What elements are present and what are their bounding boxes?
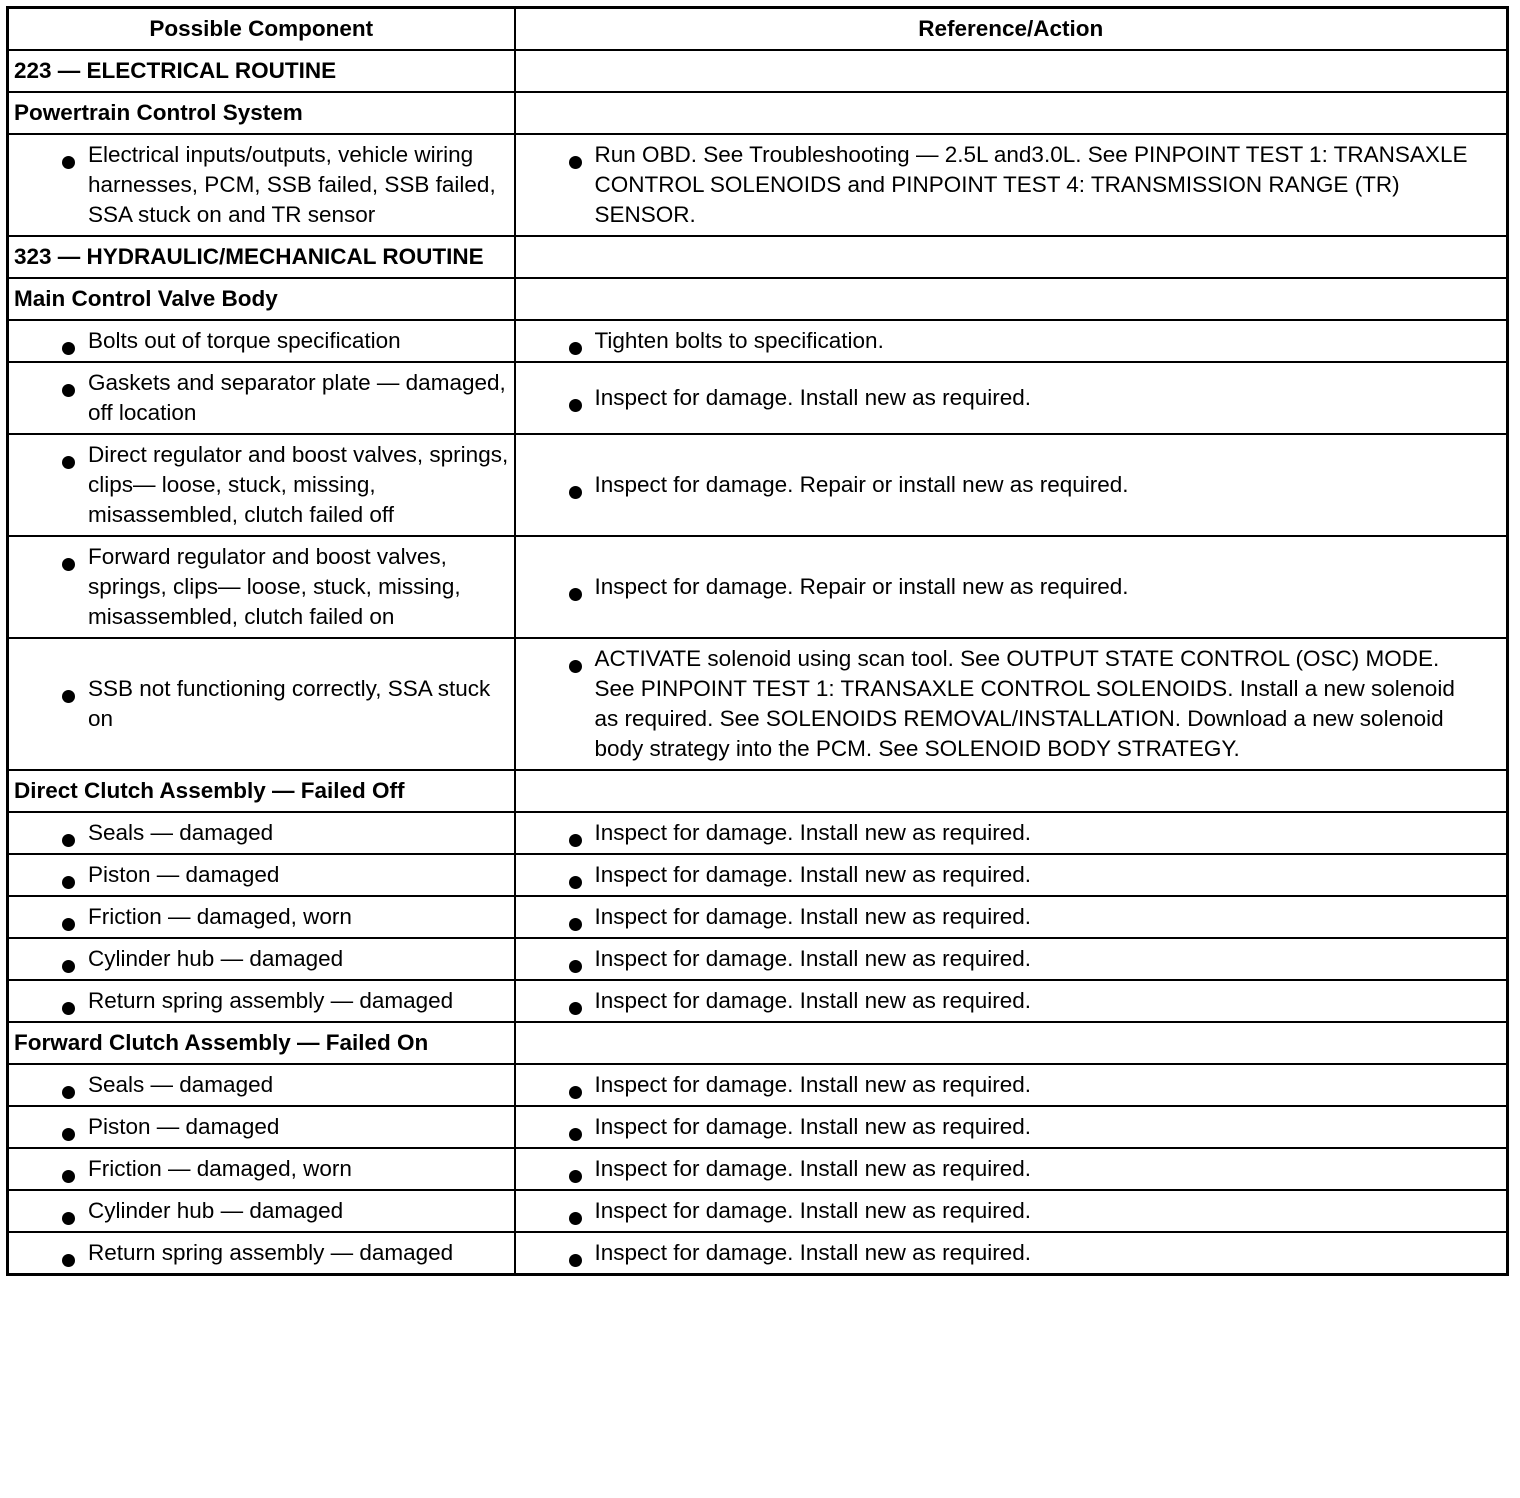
component-text: Seals — damaged [14, 1070, 509, 1100]
action-text: Inspect for damage. Repair or install new as required. [521, 470, 1502, 500]
component-text: Friction — damaged, worn [14, 902, 509, 932]
component-cell [8, 1148, 515, 1190]
component-text: SSB not functioning correctly, SSA stuck on [14, 674, 509, 734]
component-text: Piston — damaged [14, 860, 509, 890]
action-cell [515, 434, 1508, 536]
action-cell [515, 536, 1508, 638]
section-row [8, 278, 1508, 320]
table-row [8, 536, 1508, 638]
section-title: Forward Clutch Assembly — Failed On [8, 1022, 515, 1064]
action-text: Inspect for damage. Install new as required. [521, 986, 1502, 1016]
action-text: Inspect for damage. Install new as required. [521, 818, 1502, 848]
table-row [8, 320, 1508, 362]
component-text: Gaskets and separator plate — damaged, off location [14, 368, 509, 428]
action-cell [515, 938, 1508, 980]
component-cell [8, 1190, 515, 1232]
section-row [8, 770, 1508, 812]
section-action-empty [515, 236, 1508, 278]
component-cell [8, 536, 515, 638]
component-cell [8, 938, 515, 980]
section-title: Powertrain Control System [8, 92, 515, 134]
component-text: Electrical inputs/outputs, vehicle wiring harnesses, PCM, SSB failed, SSB failed, SSA stuck on and TR sensor [14, 140, 509, 230]
table-row [8, 938, 1508, 980]
section-row [8, 50, 1508, 92]
table-row [8, 896, 1508, 938]
action-text: Inspect for damage. Install new as required. [521, 1196, 1502, 1226]
action-text: Inspect for damage. Install new as required. [521, 944, 1502, 974]
section-row [8, 236, 1508, 278]
action-text: Inspect for damage. Install new as required. [521, 383, 1502, 413]
table-row [8, 980, 1508, 1022]
action-cell [515, 362, 1508, 434]
action-cell [515, 1148, 1508, 1190]
action-cell [515, 812, 1508, 854]
action-cell [515, 134, 1508, 236]
action-cell [515, 320, 1508, 362]
action-text: Inspect for damage. Install new as required. [521, 860, 1502, 890]
action-text: Tighten bolts to specification. [521, 326, 1502, 356]
section-action-empty [515, 770, 1508, 812]
action-text: Inspect for damage. Install new as required. [521, 1070, 1502, 1100]
component-cell [8, 134, 515, 236]
component-cell [8, 1064, 515, 1106]
action-cell [515, 638, 1508, 770]
header-possible-component: Possible Component [8, 8, 515, 51]
table-row [8, 1106, 1508, 1148]
component-cell [8, 1232, 515, 1275]
header-reference-action: Reference/Action [515, 8, 1508, 51]
action-cell [515, 1232, 1508, 1275]
component-text: Return spring assembly — damaged [14, 1238, 509, 1268]
component-text: Bolts out of torque specification [14, 326, 509, 356]
action-text: Inspect for damage. Install new as required. [521, 1238, 1502, 1268]
diagnosis-table [6, 6, 1509, 1276]
section-title: 323 — HYDRAULIC/MECHANICAL ROUTINE [8, 236, 515, 278]
section-action-empty [515, 278, 1508, 320]
component-cell [8, 434, 515, 536]
section-title: Main Control Valve Body [8, 278, 515, 320]
section-row [8, 1022, 1508, 1064]
component-text: Cylinder hub — damaged [14, 944, 509, 974]
action-cell [515, 1190, 1508, 1232]
action-text: ACTIVATE solenoid using scan tool. See OUTPUT STATE CONTROL (OSC) MODE. See PINPOINT TEST 1: TRANSAXLE CONTROL SOLENOIDS. Install a new solenoid as required. See SOLENOIDS REMOVAL/INSTALLATION. Download a new solenoid body strategy into the PCM. See SOLENOID BODY STRATEGY. [521, 644, 1502, 764]
component-cell [8, 320, 515, 362]
table-row [8, 434, 1508, 536]
table-row [8, 1232, 1508, 1275]
table-row [8, 638, 1508, 770]
component-text: Seals — damaged [14, 818, 509, 848]
component-text: Direct regulator and boost valves, springs, clips— loose, stuck, missing, misassembled, clutch failed off [14, 440, 509, 530]
component-text: Friction — damaged, worn [14, 1154, 509, 1184]
action-cell [515, 896, 1508, 938]
table-row [8, 812, 1508, 854]
action-text: Inspect for damage. Repair or install new as required. [521, 572, 1502, 602]
component-text: Piston — damaged [14, 1112, 509, 1142]
section-action-empty [515, 50, 1508, 92]
section-action-empty [515, 92, 1508, 134]
action-cell [515, 980, 1508, 1022]
component-cell [8, 638, 515, 770]
component-cell [8, 980, 515, 1022]
component-cell [8, 812, 515, 854]
table-header-row [8, 8, 1508, 51]
troubleshooting-sheet [6, 6, 1506, 1490]
action-text: Run OBD. See Troubleshooting — 2.5L and3.0L. See PINPOINT TEST 1: TRANSAXLE CONTROL SOLENOIDS and PINPOINT TEST 4: TRANSMISSION RANGE (TR) SENSOR. [521, 140, 1502, 230]
table-row [8, 854, 1508, 896]
component-cell [8, 896, 515, 938]
section-title: 223 — ELECTRICAL ROUTINE [8, 50, 515, 92]
action-cell [515, 1106, 1508, 1148]
action-text: Inspect for damage. Install new as required. [521, 1112, 1502, 1142]
action-cell [515, 854, 1508, 896]
section-action-empty [515, 1022, 1508, 1064]
action-text: Inspect for damage. Install new as required. [521, 902, 1502, 932]
component-text: Return spring assembly — damaged [14, 986, 509, 1016]
component-text: Forward regulator and boost valves, springs, clips— loose, stuck, missing, misassembled, clutch failed on [14, 542, 509, 632]
component-cell [8, 362, 515, 434]
component-text: Cylinder hub — damaged [14, 1196, 509, 1226]
table-row [8, 1190, 1508, 1232]
action-cell [515, 1064, 1508, 1106]
table-row [8, 1148, 1508, 1190]
table-row [8, 1064, 1508, 1106]
table-row [8, 362, 1508, 434]
component-cell [8, 1106, 515, 1148]
action-text: Inspect for damage. Install new as required. [521, 1154, 1502, 1184]
section-row [8, 92, 1508, 134]
component-cell [8, 854, 515, 896]
section-title: Direct Clutch Assembly — Failed Off [8, 770, 515, 812]
table-row [8, 134, 1508, 236]
